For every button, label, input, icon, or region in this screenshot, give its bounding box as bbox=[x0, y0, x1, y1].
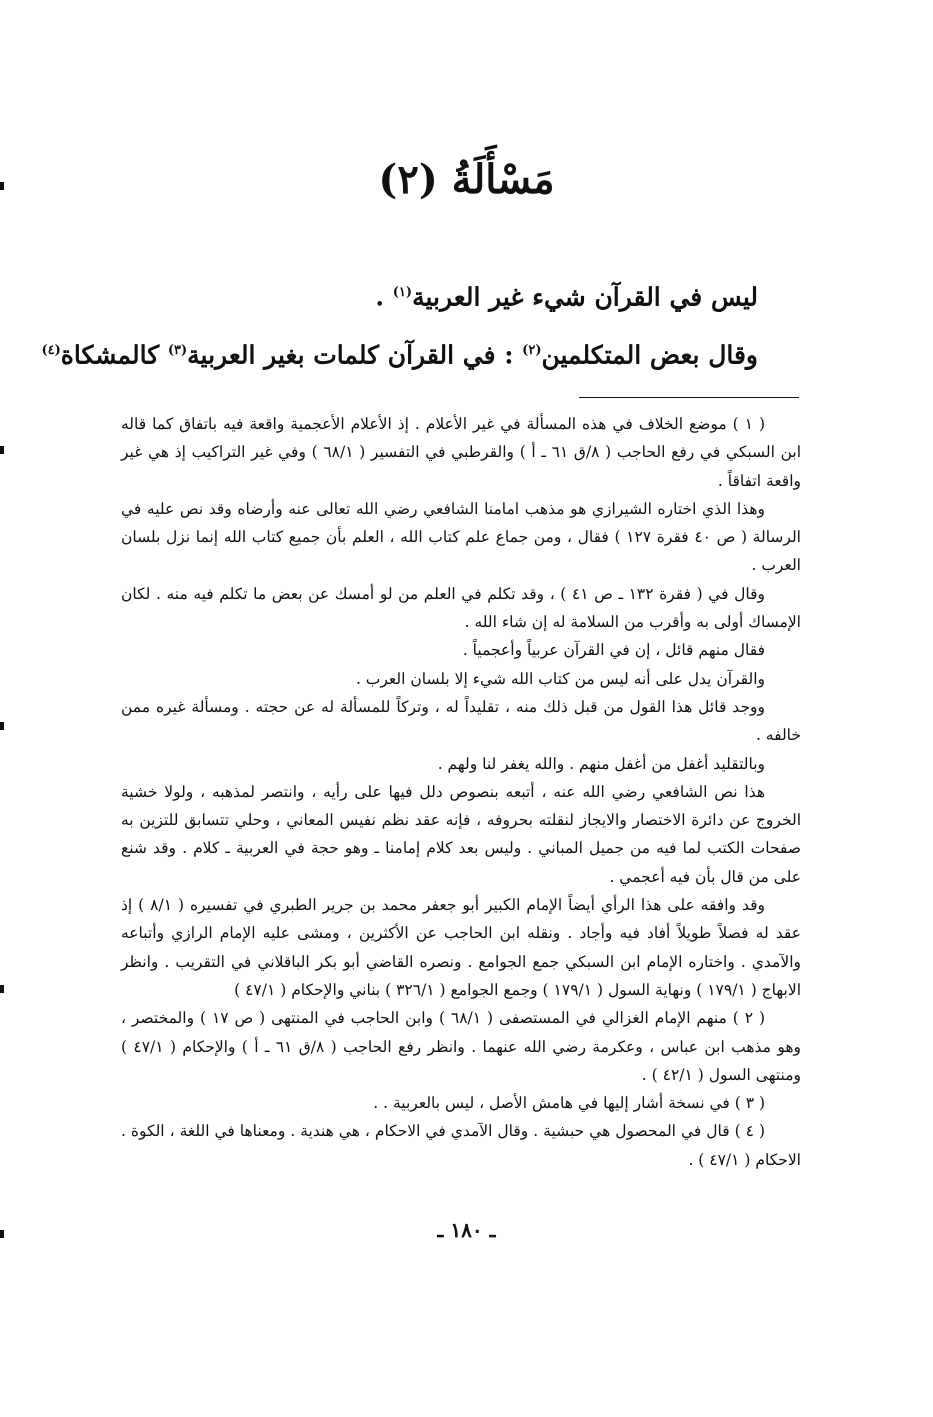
footnote-1: ( ١ ) موضع الخلاف في هذه المسألة في غير الأعلام . إذ الأعلام الأعجمية واقعة فيه باتفاق كما قاله ابن السبكي في رفع الحاجب ( ٨/ق ٦١ ـ أ ) والقرطبي في التفسير ( ٦٨/١ ) وفي غير التراكيب إذ هي غير واقعة اتفاقاً . bbox=[121, 415, 801, 490]
footnote-ref-1: (١) bbox=[392, 285, 413, 300]
footnote-paragraph: هذا نص الشافعي رضي الله عنه ، أتبعه بنصوص دلل فيها على رأيه ، وانتصر لمذهبه ، ولولا خشية الخروج عن دائرة الاختصار والايجاز لنقلته بحروفه ، فإنه عقد نظم نفيس المعاني ، وحلي تتسابق للتزين به صفحات الكتب لما فيه من جميل المباني . وليس بعد كلام إمامنا ـ وهو حجة في العربية ـ كلام . وقد شنع على من قال بأن فيه أعجمي . bbox=[121, 782, 801, 886]
main-line-1-text: ليس في القرآن شيء غير العربية bbox=[412, 282, 758, 312]
scan-edge-mark bbox=[0, 182, 4, 190]
footnote-ref-4: (٤) bbox=[41, 343, 61, 358]
footnote-paragraph: وقد وافقه على هذا الرأي أيضاً الإمام الكبير أبو جعفر محمد بن جرير الطبري في تفسيره ( ٨/١ ) إذ عقد له فصلاً طويلاً أفاد فيه وأجاد . ونقله ابن الحاجب عن الأكثرين ، ومشى عليه الإمام الرازي وأتباعه والآمدي . واختاره الإمام ابن السبكي جمع الجوامع . ونصره القاضي أبو بكر الباقلاني في التقريب . وانظر الابهاج ( ١٧٩/١ ) ونهاية السول ( ١٧٩/١ ) وجمع الجوامع ( ٣٢٦/١ ) بناني والإحكام ( ٤٧/١ ) bbox=[121, 896, 801, 999]
page-title: مَسْأَلَةُ (٢) bbox=[378, 156, 555, 203]
footnote-ref-3: (٣) bbox=[167, 343, 188, 358]
footnote-paragraph: ووجد قائل هذا القول من قبل ذلك منه ، تقليداً له ، وتركاً للمسألة له عن حجته . ومسألة غيره ممن خالفه . bbox=[121, 697, 801, 745]
footnote-3: ( ٣ ) في نسخة أشار إليها في هامش الأصل ، ليس بالعربية . . bbox=[373, 1094, 765, 1113]
main-line-2-part-a: وقال بعض المتكلمين bbox=[541, 340, 758, 370]
page-number: ـ ١٨٠ ـ bbox=[437, 1218, 496, 1242]
scan-edge-mark bbox=[0, 446, 4, 454]
main-line-2-part-c: كالمشكاة bbox=[60, 340, 168, 370]
footnotes-block bbox=[121, 410, 801, 1174]
main-text-line-1 bbox=[118, 272, 758, 318]
footnote-ref-2: (٢) bbox=[522, 343, 542, 358]
footnote-paragraph: وقال في ( فقرة ١٣٢ ـ ص ٤١ ) ، وقد تكلم في العلم من لو أمسك عن بعض ما تكلم فيه منه . لكان الإمساك أولى به وأقرب من السلامة له إن شاء الله . bbox=[121, 584, 801, 632]
main-text-line-2 bbox=[41, 330, 758, 376]
footnote-paragraph: فقال منهم قائل ، إن في القرآن عربياً وأعجمياً . bbox=[462, 641, 765, 660]
footnote-4: ( ٤ ) قال في المحصول هي حبشية . وقال الآمدي في الاحكام ، هي هندية . ومعناها في اللغة ، الكوة . الاحكام ( ٤٧/١ ) . bbox=[121, 1122, 801, 1169]
scan-edge-mark bbox=[0, 985, 4, 993]
scan-edge-mark bbox=[0, 1230, 4, 1238]
footnote-paragraph: وهذا الذي اختاره الشيرازي هو مذهب امامنا الشافعي رضي الله تعالى عنه وأرضاه وقد نص عليه في الرسالة ( ص ٤٠ فقرة ١٢٧ ) فقال ، ومن جماع علم كتاب الله ، العلم بأن جميع كتاب الله إنما نزل بلسان العرب . bbox=[121, 499, 801, 575]
footnote-separator bbox=[579, 397, 799, 398]
main-line-2-part-b: : في القرآن كلمات بغير العربية bbox=[187, 340, 523, 370]
main-line-1-end: . bbox=[375, 282, 393, 312]
scan-edge-mark bbox=[0, 722, 4, 730]
footnote-paragraph: والقرآن يدل على أنه ليس من كتاب الله شيء إلا بلسان العرب . bbox=[355, 669, 765, 688]
footnote-2: ( ٢ ) منهم الإمام الغزالي في المستصفى ( ٦٨/١ ) وابن الحاجب في المنتهى ( ص ١٧ ) والمختصر ، وهو مذهب ابن عباس ، وعكرمة رضي الله عنهما . وانظر رفع الحاجب ( ٨/ق ٦١ ـ أ ) والإحكام ( ٤٧/١ ) ومنتهى السول ( ٤٢/١ ) . bbox=[121, 1009, 801, 1084]
footnote-paragraph: وبالتقليد أغفل من أغفل منهم . والله يغفر لنا ولهم . bbox=[437, 754, 765, 773]
